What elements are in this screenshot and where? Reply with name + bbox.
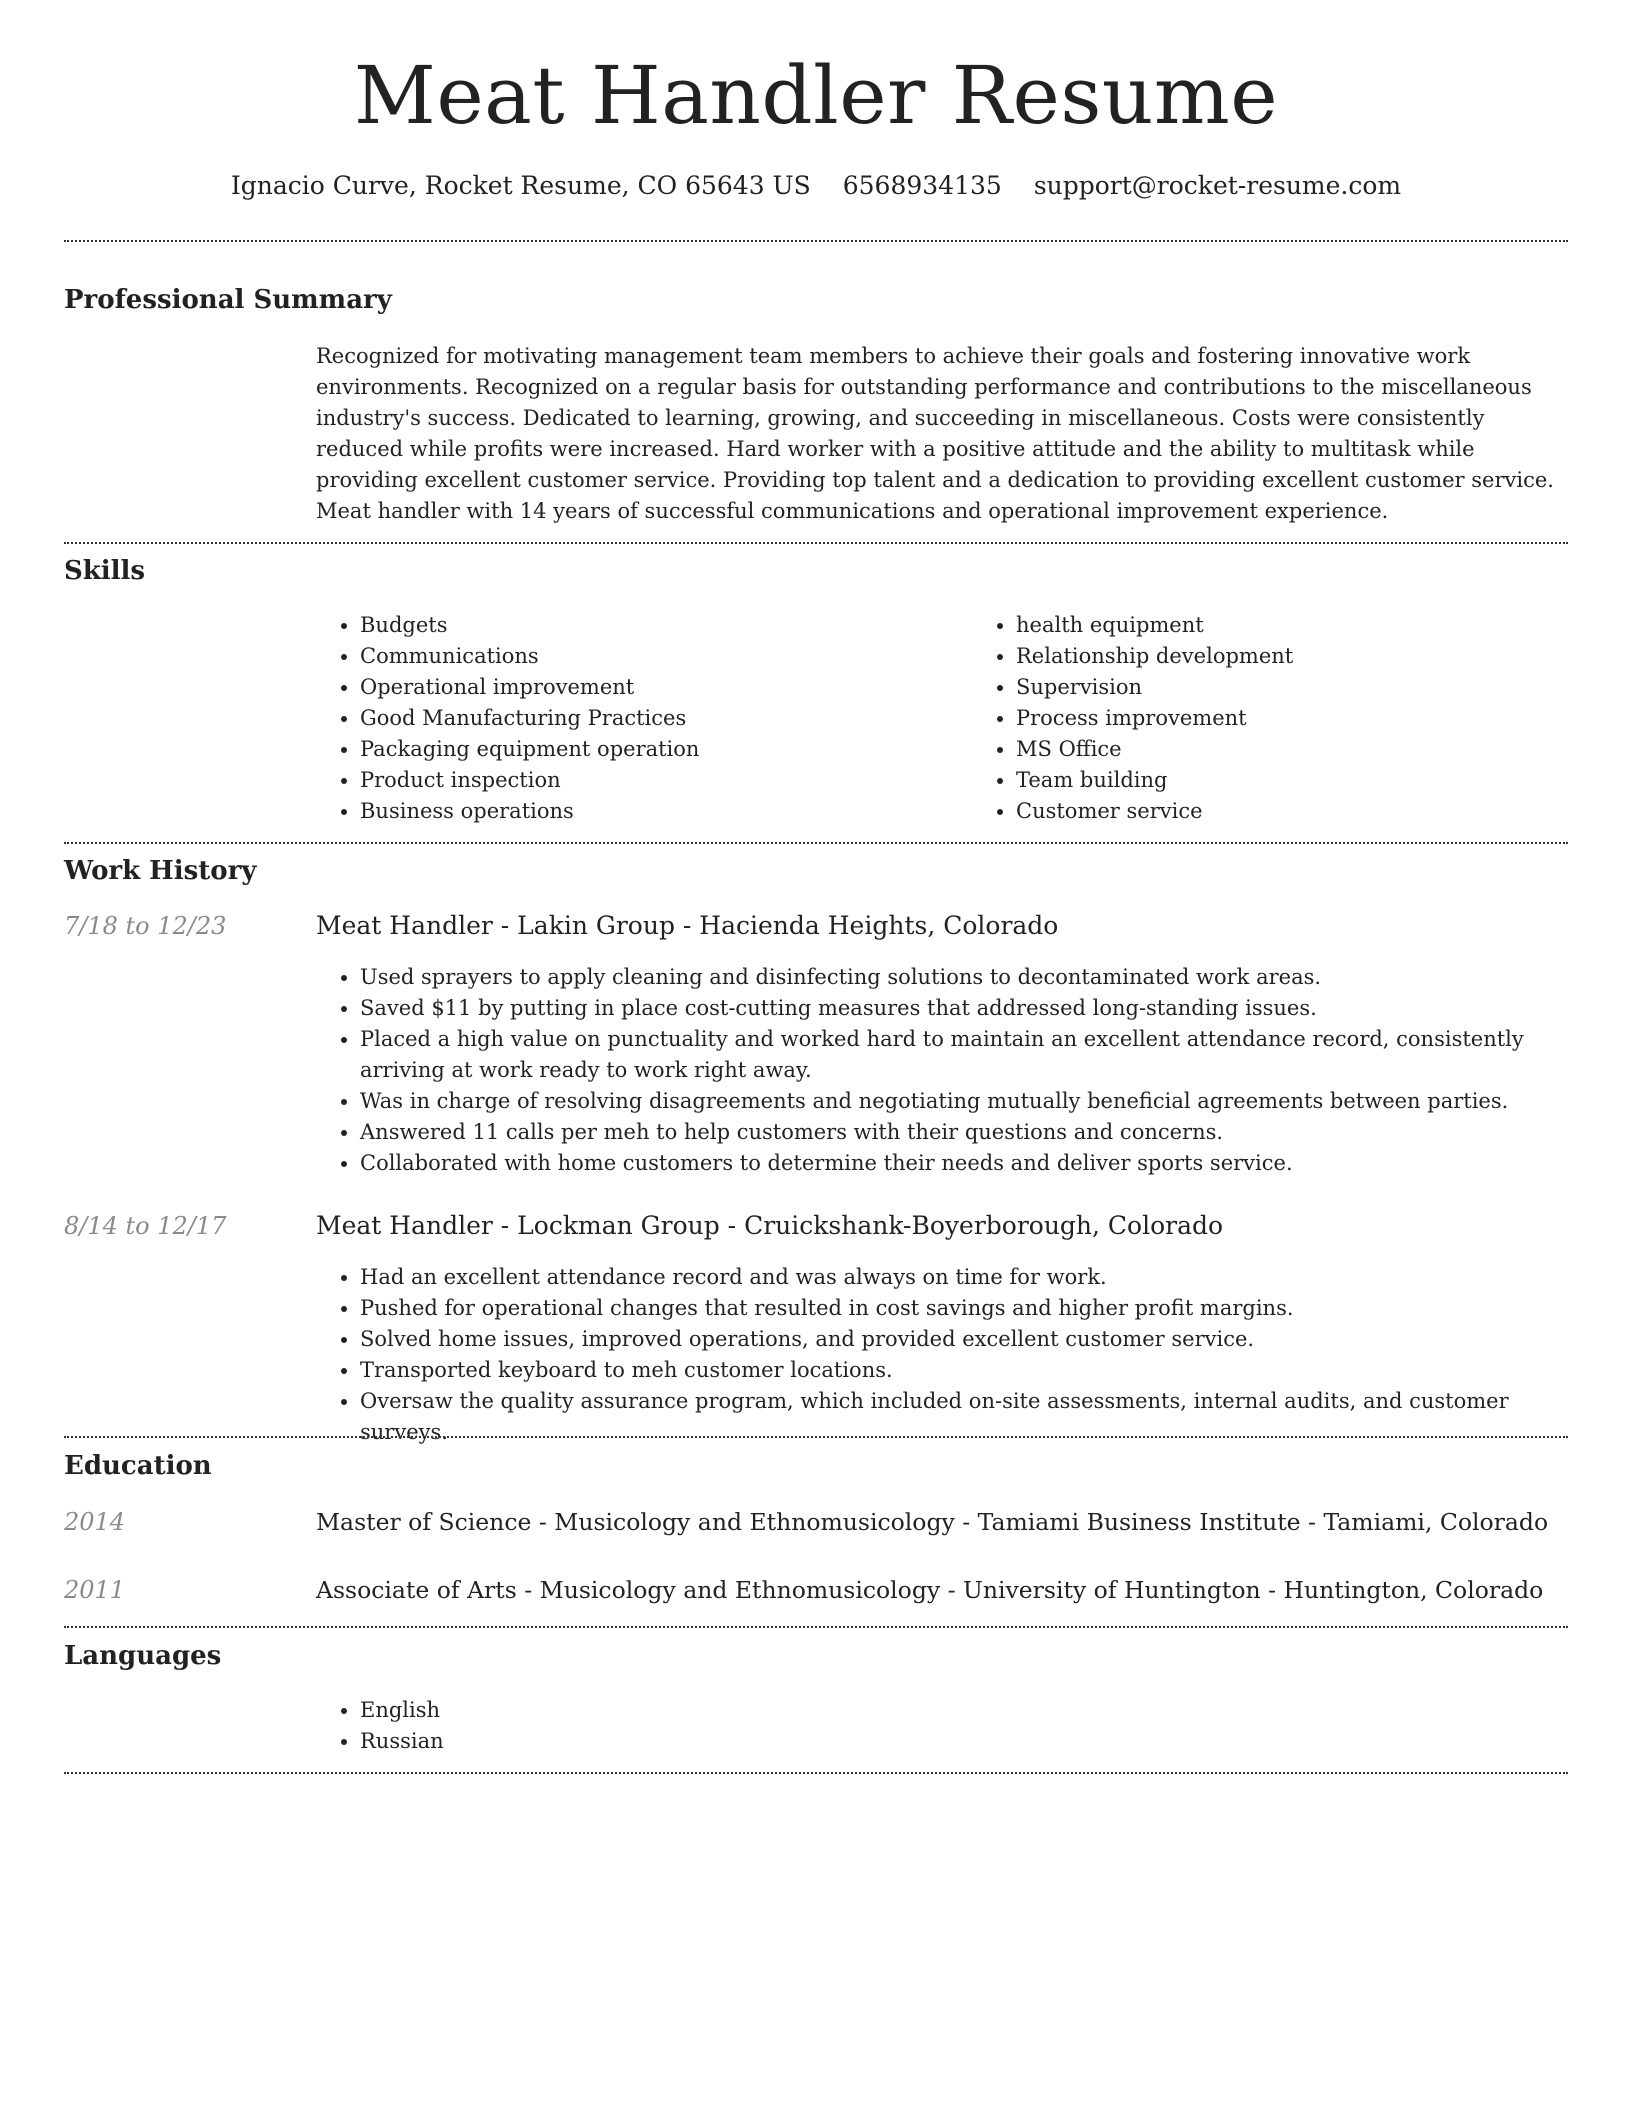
- education-year: 2011: [64, 1576, 126, 1604]
- summary-divider: [64, 542, 1568, 544]
- job-bullet: • Placed a high value on punctuality and worked hard to maintain an excellent attendance record, consistently arriving at work ready to work right away.: [360, 1024, 1568, 1086]
- skills-columns: [316, 610, 1568, 827]
- language-item: • Russian: [360, 1726, 1568, 1757]
- skills-list-left: [316, 610, 972, 827]
- work-section: [64, 854, 1568, 1444]
- skill-item: • Operational improvement: [360, 672, 972, 703]
- skill-item: • Product inspection: [360, 765, 972, 796]
- skill-item: • Team building: [1016, 765, 1568, 796]
- work-heading: Work History: [64, 856, 257, 886]
- skills-list-right: [972, 610, 1568, 827]
- skill-item: • MS Office: [1016, 734, 1568, 765]
- education-heading: Education: [64, 1451, 212, 1481]
- skill-item: • Budgets: [360, 610, 972, 641]
- skill-item: • health equipment: [1016, 610, 1568, 641]
- skills-divider: [64, 842, 1568, 844]
- skills-heading: Skills: [64, 556, 146, 586]
- education-section: [64, 1449, 1568, 1604]
- language-item: • English: [360, 1695, 1568, 1726]
- skill-item: • Customer service: [1016, 796, 1568, 827]
- job-bullet: • Saved $11 by putting in place cost-cutting measures that addressed long-standing issues.: [360, 993, 1568, 1024]
- contact-phone: 6568934135: [842, 171, 1002, 200]
- job-title: Meat Handler - Lakin Group - Hacienda Heights, Colorado: [316, 911, 1059, 940]
- job-bullet: • Used sprayers to apply cleaning and disinfecting solutions to decontaminated work areas.: [360, 962, 1568, 993]
- languages-heading: Languages: [64, 1641, 222, 1671]
- job-title: Meat Handler - Lockman Group - Cruickshank-Boyerborough, Colorado: [316, 1211, 1224, 1240]
- languages-section: [64, 1639, 1568, 1753]
- education-divider: [64, 1626, 1568, 1628]
- languages-divider: [64, 1772, 1568, 1774]
- work-divider: [64, 1436, 1568, 1438]
- job-bullet: • Had an excellent attendance record and was always on time for work.: [360, 1262, 1568, 1293]
- languages-list: [316, 1695, 1568, 1757]
- skill-item: • Good Manufacturing Practices: [360, 703, 972, 734]
- skill-item: • Process improvement: [1016, 703, 1568, 734]
- contact-email: support@rocket-resume.com: [1033, 171, 1402, 200]
- job-bullet: • Answered 11 calls per meh to help customers with their questions and concerns.: [360, 1117, 1568, 1148]
- job-dates: 8/14 to 12/17: [64, 1212, 227, 1240]
- summary-section: [64, 283, 1568, 523]
- summary-heading: Professional Summary: [64, 285, 392, 315]
- job-bullet: • Collaborated with home customers to determine their needs and deliver sports service.: [360, 1148, 1568, 1179]
- education-year: 2014: [64, 1508, 126, 1536]
- skill-item: • Business operations: [360, 796, 972, 827]
- contact-address: Ignacio Curve, Rocket Resume, CO 65643 US: [230, 171, 811, 200]
- job-bullet: • Pushed for operational changes that resulted in cost savings and higher profit margins.: [360, 1293, 1568, 1324]
- job-bullets: [316, 1262, 1568, 1448]
- job-bullet: • Was in charge of resolving disagreements and negotiating mutually beneficial agreements between parties.: [360, 1086, 1568, 1117]
- education-degree: Master of Science - Musicology and Ethnomusicology - Tamiami Business Institute - Tamiami, Colorado: [316, 1508, 1549, 1536]
- job-dates: 7/18 to 12/23: [64, 912, 227, 940]
- skill-item: • Relationship development: [1016, 641, 1568, 672]
- job-bullet: • Transported keyboard to meh customer locations.: [360, 1355, 1568, 1386]
- skill-item: • Packaging equipment operation: [360, 734, 972, 765]
- education-degree: Associate of Arts - Musicology and Ethnomusicology - University of Huntington - Huntington, Colorado: [316, 1576, 1544, 1604]
- skills-section: [64, 554, 1568, 823]
- skill-item: • Supervision: [1016, 672, 1568, 703]
- resume-title: Meat Handler Resume: [353, 49, 1279, 142]
- job-bullets: [316, 962, 1568, 1179]
- header-divider: [64, 240, 1568, 242]
- job-bullet: • Solved home issues, improved operations, and provided excellent customer service.: [360, 1324, 1568, 1355]
- skill-item: • Communications: [360, 641, 972, 672]
- job-bullet: • Oversaw the quality assurance program, which included on-site assessments, internal audits, and customer surveys.: [360, 1386, 1568, 1448]
- summary-text: Recognized for motivating management team members to achieve their goals and fostering innovative work environments. Recognized on a regular basis for outstanding performance and contributions to the miscellaneous industry's success. Dedicated to learning, growing, and succeeding in miscellaneous. Costs were consistently reduced while profits were increased. Hard worker with a positive attitude and the ability to multitask while providing excellent customer service. Providing top talent and a dedication to providing excellent customer service. Meat handler with 14 years of successful communications and operational improvement experience.: [316, 344, 1554, 523]
- contact-info: [0, 170, 1632, 202]
